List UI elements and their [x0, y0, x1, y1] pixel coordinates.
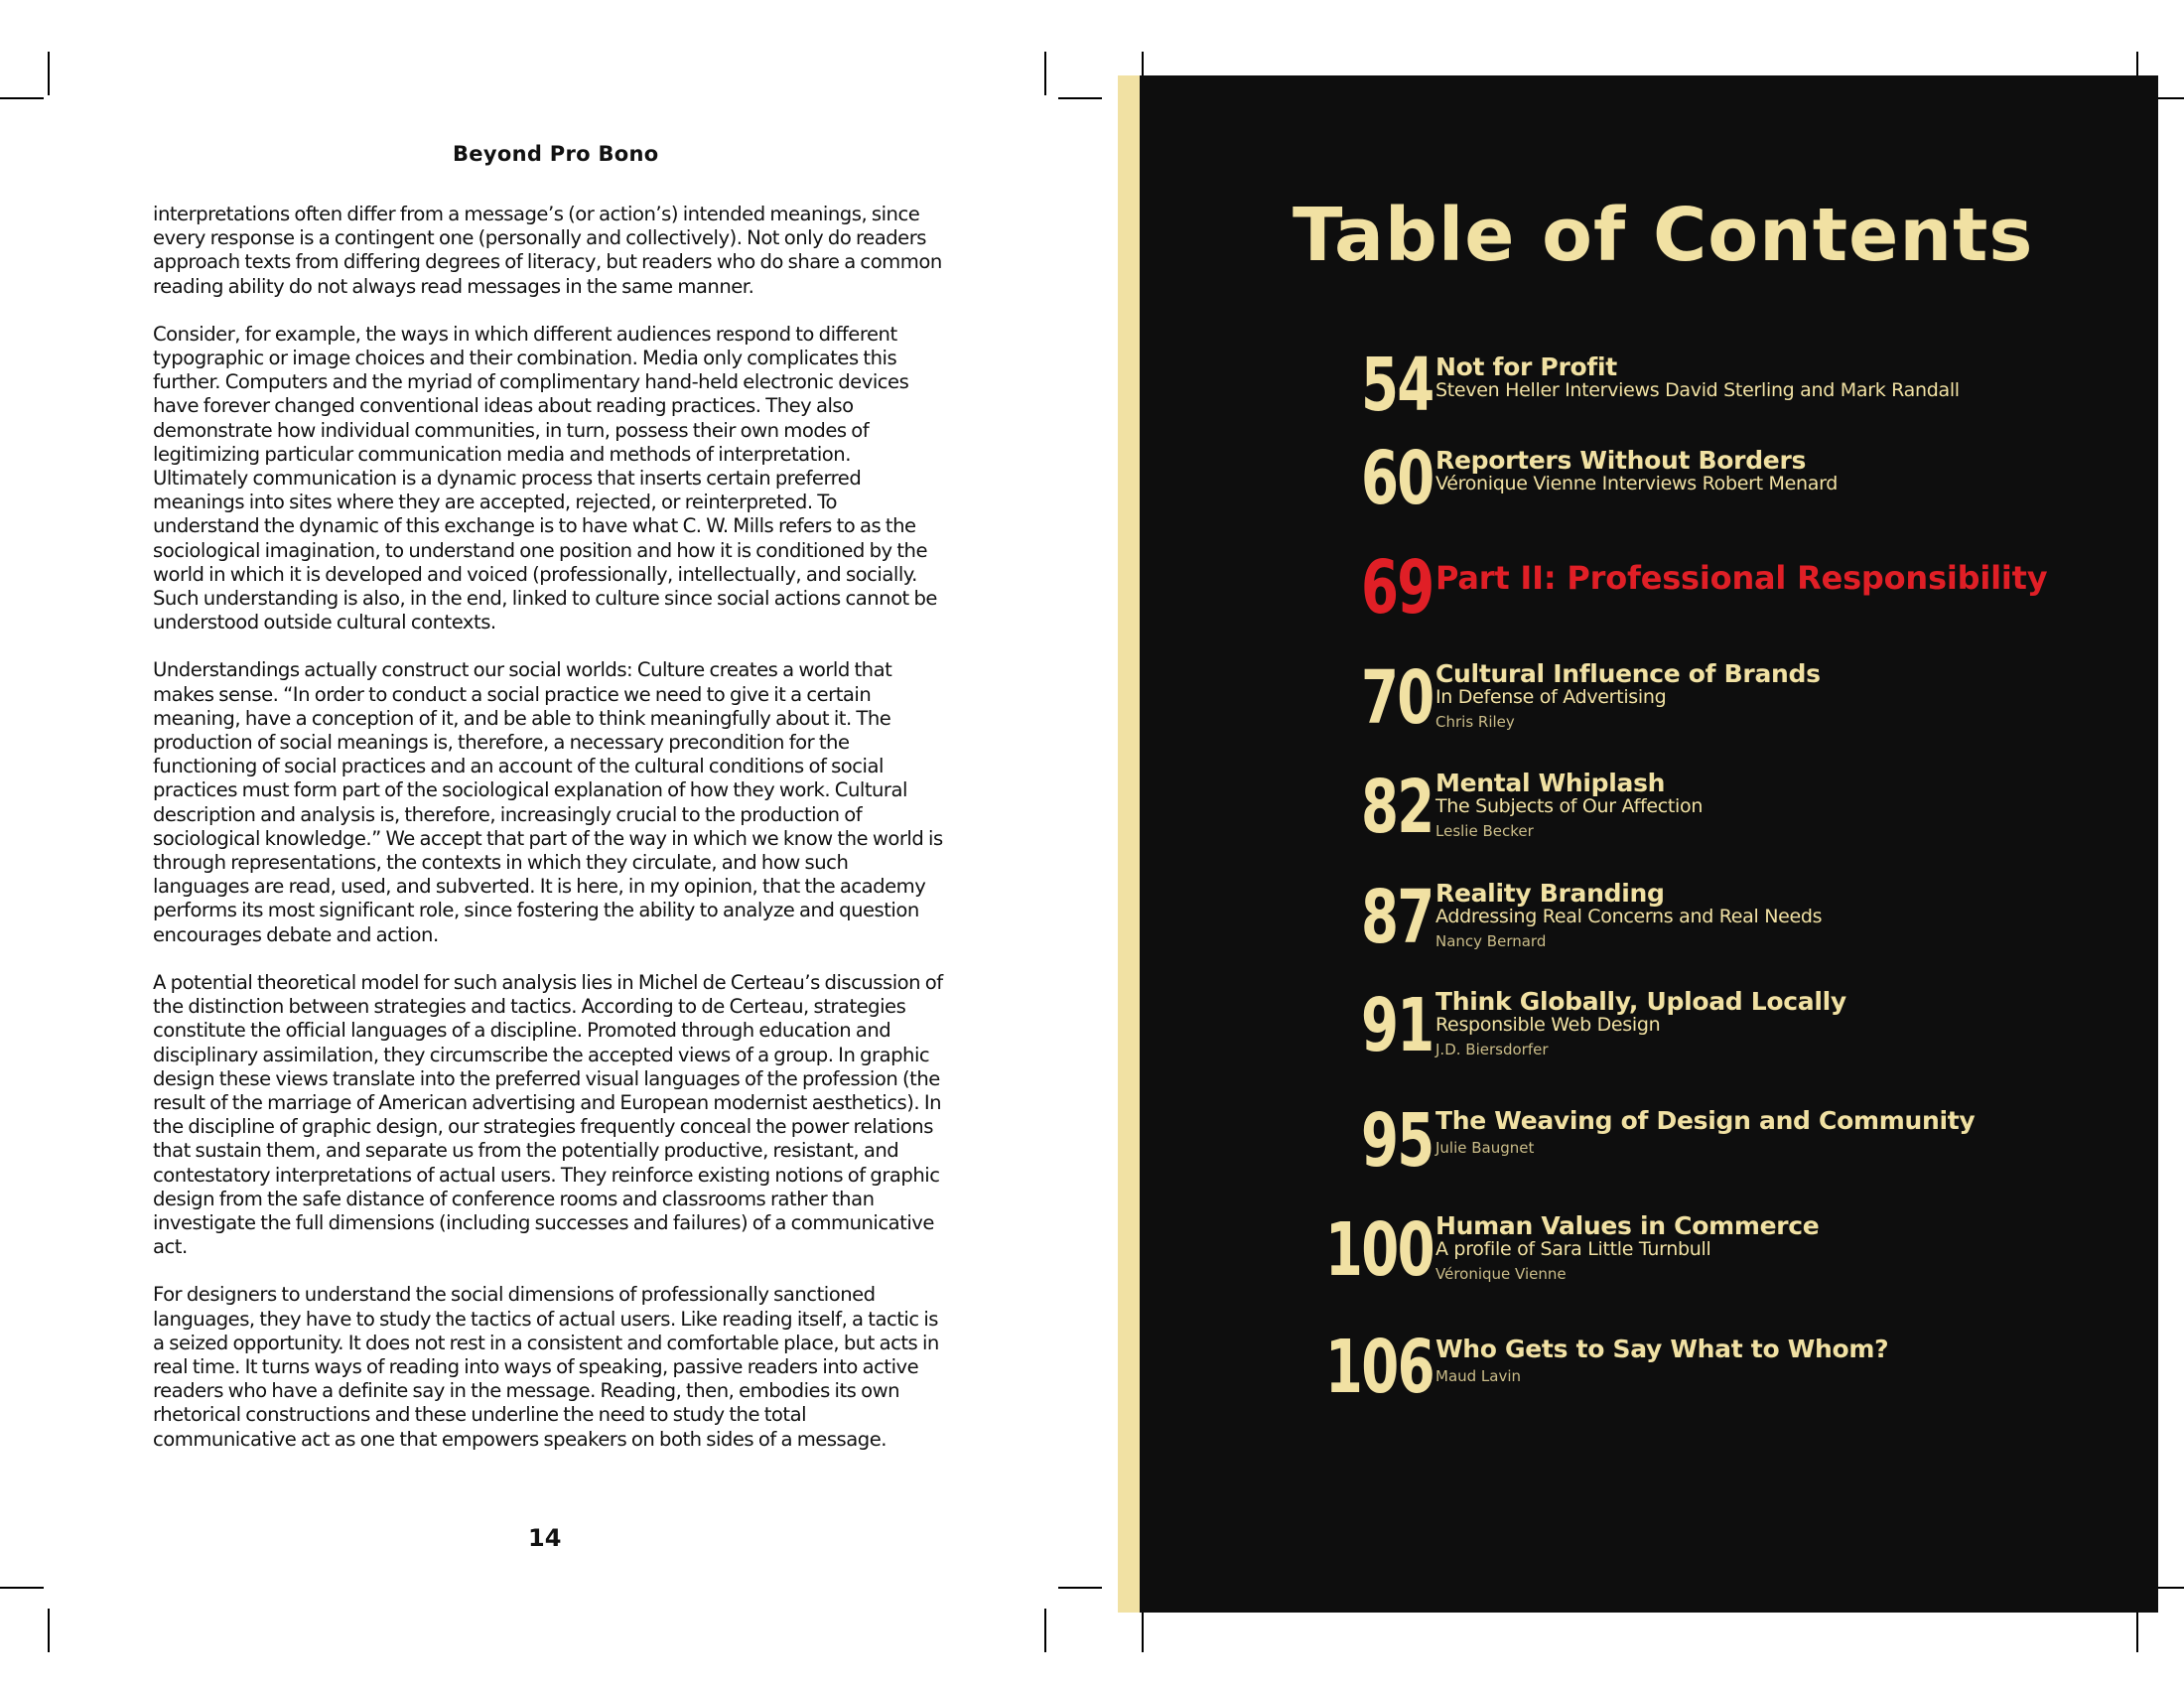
paragraph: Understandings actually construct our social worlds: Culture creates a world that makes sense. “In order to conduct a social practice we need to give it a certain meaning, have a conception of it, and be able to think meaningfully about it. The production of social meanings is, therefore, a necessary precondition for the functioning of social practices and an account of the cultural conditions of social practices must form part of the sociological explanation of how they work. Cultural description and analysis is, therefore, increasingly crucial to the production of sociological knowledge.” We accept that part of the way in which we know the world is through representations, the contexts in which they circulate, and how such languages are read, used, and subverted. It is here, in my opinion, that the academy performs its most significant role, since fostering the ability to analyze and question encourages debate and action. [153, 658, 943, 946]
toc-entry-subtitle: Steven Heller Interviews David Sterling and Mark Randall [1435, 379, 1960, 401]
toc-page-number: 91 [1361, 983, 1433, 1068]
toc-entry-title: Mental Whiplash [1435, 769, 1666, 797]
toc-part-title: Part II: Professional Responsibility [1435, 559, 2048, 597]
body-text [153, 203, 947, 1476]
toc-entry-title: Human Values in Commerce [1435, 1211, 1820, 1240]
toc-entry-title: Reporters Without Borders [1435, 446, 1807, 475]
toc-entry-subtitle: Addressing Real Concerns and Real Needs [1435, 906, 1823, 927]
page-number: 14 [528, 1524, 562, 1552]
toc-entry-subtitle: The Subjects of Our Affection [1435, 795, 1704, 817]
toc-page-number: 95 [1361, 1098, 1433, 1184]
toc-entry-title: Think Globally, Upload Locally [1435, 987, 1846, 1016]
paragraph: interpretations often differ from a message’s (or action’s) intended meanings, since every response is a contingent one (personally and collectively). Not only do readers approach texts from differing degrees of literacy, but readers who do share a common reading ability do not always read messages in the same manner. [153, 203, 942, 298]
paragraph: A potential theoretical model for such analysis lies in Michel de Certeau’s discussion of the distinction between strategies and tactics. According to de Certeau, strategies constitute the official languages of a discipline. Promoted through education and disciplinary assimilation, they circumscribe the accepted views of a group. In graphic design these views translate into the preferred visual languages of the profession (the result of the marriage of American advertising and European modernist aesthetics). In the discipline of graphic design, our strategies frequently conceal the power relations that sustain them, and separate us from the potentially productive, resistant, and contestatory interpretations of actual users. They reinforce existing notions of graphic design from the safe distance of conference rooms and classrooms rather than investigate the full dimensions (including successes and failures) of a communicative act. [153, 970, 943, 1259]
toc-entry-title: Who Gets to Say What to Whom? [1435, 1335, 1889, 1363]
toc-entry-author: J.D. Biersdorfer [1435, 1041, 1549, 1058]
crop-mark [1142, 1609, 1144, 1652]
crop-mark [2136, 1609, 2138, 1652]
toc-entry-title: The Weaving of Design and Community [1435, 1106, 1976, 1135]
toc-entry-title: Reality Branding [1435, 879, 1665, 908]
toc-entry-author: Julie Baugnet [1435, 1139, 1535, 1157]
toc-page-number: 100 [1324, 1207, 1433, 1293]
toc-entry-subtitle: A profile of Sara Little Turnbull [1435, 1238, 1711, 1260]
toc-entry-author: Véronique Vienne [1435, 1265, 1567, 1283]
toc-entry-title: Not for Profit [1435, 352, 1617, 381]
toc-entry-subtitle: In Defense of Advertising [1435, 686, 1667, 708]
paragraph: Consider, for example, the ways in which different audiences respond to different typographic or image choices and their combination. Media only complicates this further. Computers and the myriad of complimentary hand-held electronic devices have forever changed conventional ideas about reading practices. They also demonstrate how individual communities, in turn, possess their own modes of legitimizing particular communication media and methods of interpretation. Ultimately communication is a dynamic process that inserts certain preferred meanings into sites where they are accepted, rejected, or reinterpreted. To understand the dynamic of this exchange is to have what C. W. Mills refers to as the sociological imagination, to understand one position and how it is conditioned by the world in which it is developed and voiced (professionally, intellectually, and socially. Such understanding is also, in the end, linked to culture since social actions cannot be understood outside cultural contexts. [153, 322, 937, 634]
paragraph: For designers to understand the social dimensions of professionally sanctioned languages, they have to study the tactics of actual users. Like reading itself, a tactic is a seized opportunity. It does not rest in a consistent and comfortable place, but acts in real time. It turns ways of reading into ways of speaking, passive readers into active readers who have a definite say in the message. Reading, then, embodies its own rhetorical constructions and these underline the need to study the total communicative act as one that empowers speakers on both sides of a message. [153, 1283, 939, 1451]
toc-entry-subtitle: Responsible Web Design [1435, 1014, 1661, 1036]
toc-entry-subtitle: Véronique Vienne Interviews Robert Menard [1435, 473, 1839, 494]
toc-entry-author: Chris Riley [1435, 713, 1515, 731]
toc-entry-author: Maud Lavin [1435, 1367, 1522, 1385]
toc-page-number: 60 [1361, 436, 1433, 521]
toc-page-number: 70 [1361, 655, 1433, 741]
toc-entry-author: Nancy Bernard [1435, 932, 1547, 950]
toc-page-number: 82 [1361, 765, 1433, 850]
toc-panel [1140, 75, 2158, 1613]
toc-page-number: 69 [1361, 545, 1433, 631]
toc-entry-author: Leslie Becker [1435, 822, 1534, 840]
running-head: Beyond Pro Bono [453, 142, 659, 166]
toc-title: Table of Contents [1293, 193, 2034, 278]
toc-entry-title: Cultural Influence of Brands [1435, 659, 1821, 688]
toc-page-number: 106 [1324, 1325, 1433, 1410]
toc-page-number: 87 [1361, 875, 1433, 960]
toc-page-number: 54 [1361, 343, 1433, 428]
